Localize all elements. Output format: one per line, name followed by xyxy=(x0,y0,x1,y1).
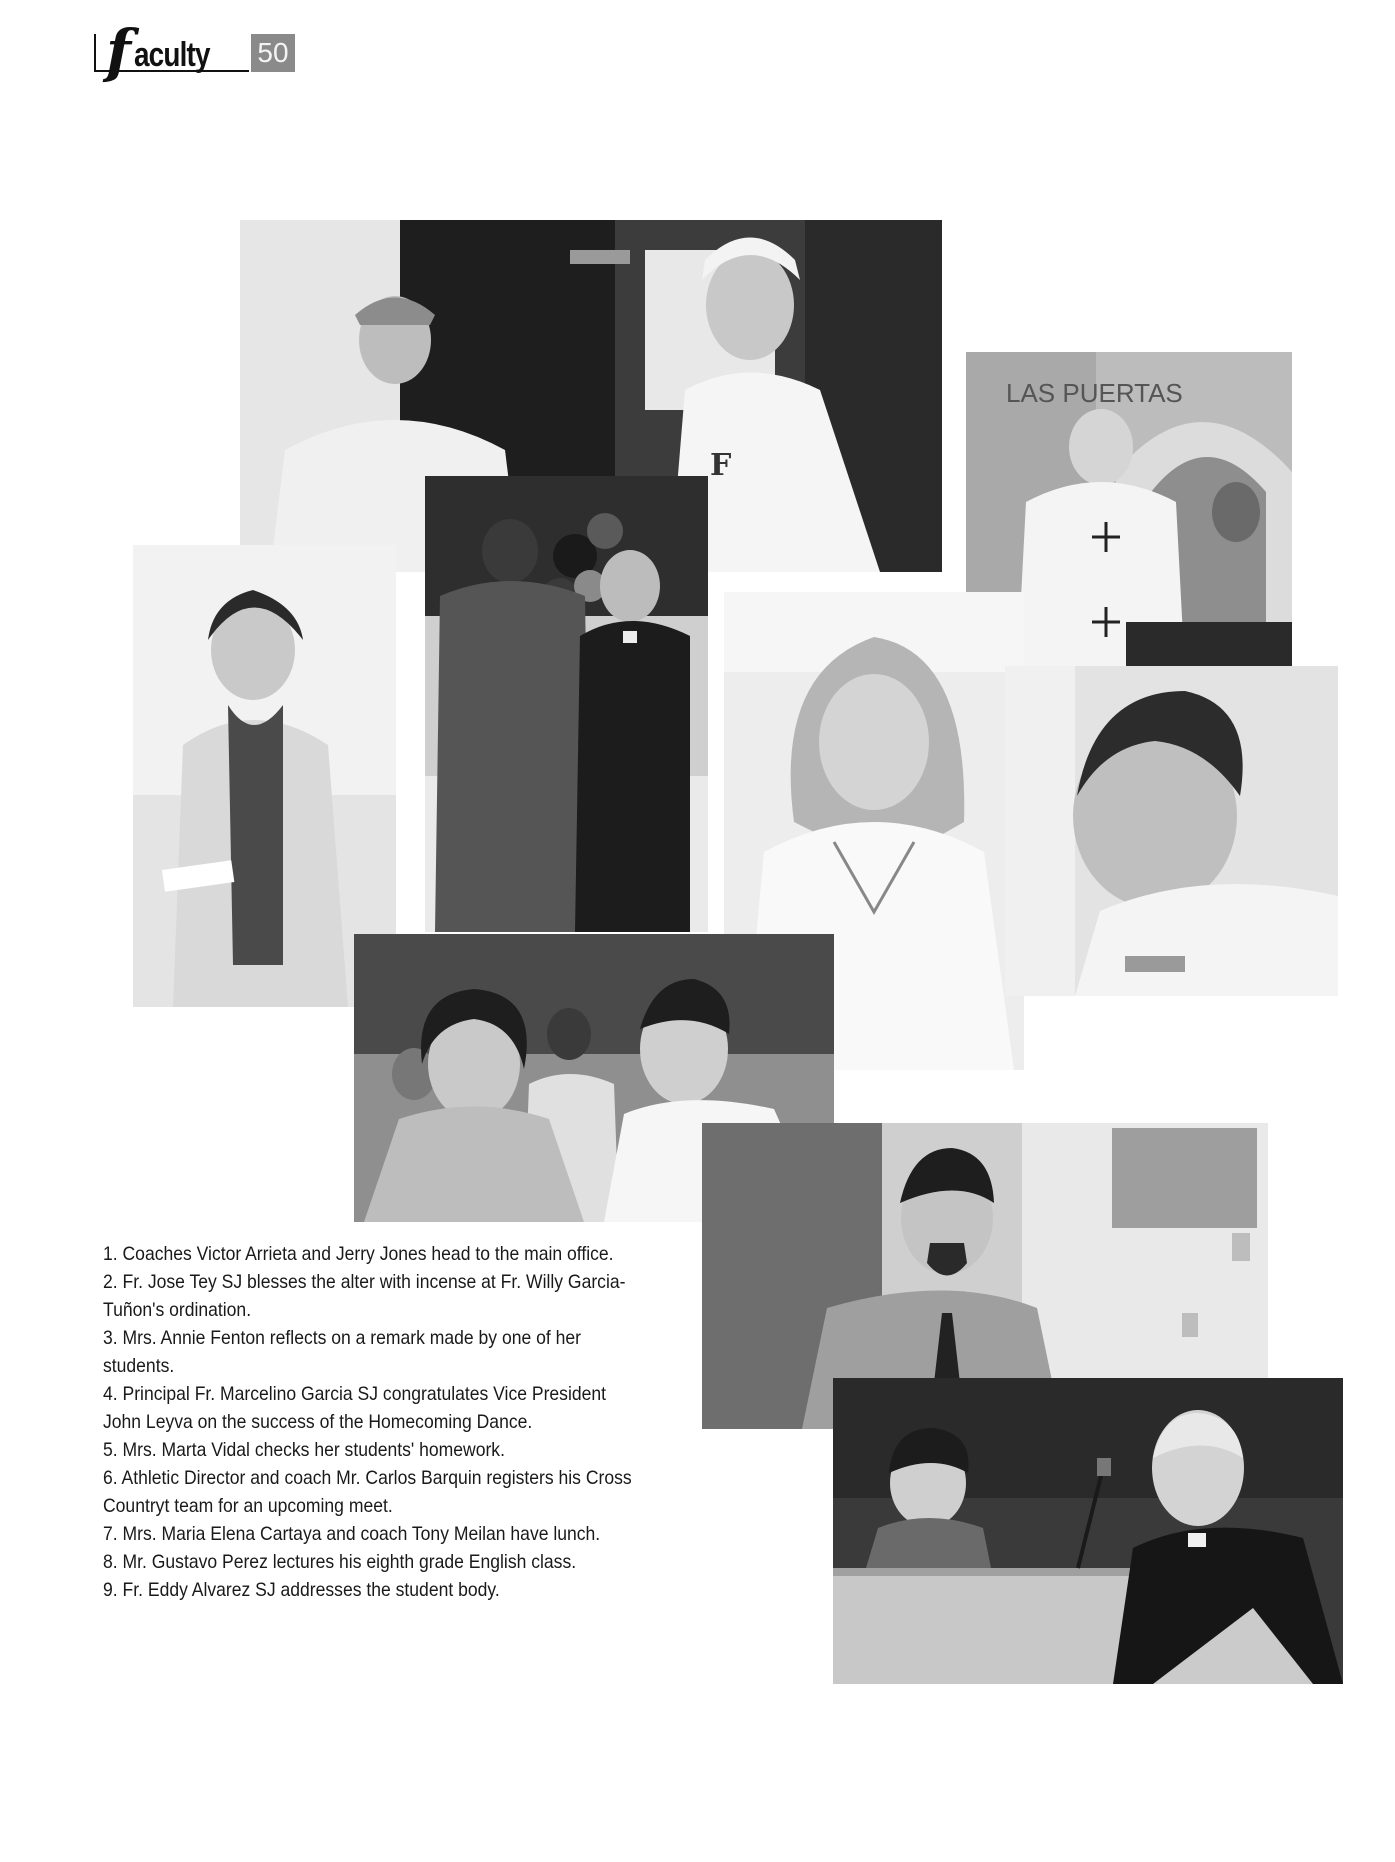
photo-shirt-letter: F xyxy=(710,448,732,483)
page-number: 50 xyxy=(251,34,295,72)
caption-4: 4. Principal Fr. Marcelino Garcia SJ congratulates Vice President John Leyva on the success of the Homecoming Dance. xyxy=(103,1383,607,1433)
caption-8: 8. Mr. Gustavo Perez lectures his eighth grade English class. xyxy=(103,1551,577,1573)
page-header xyxy=(94,17,296,85)
header-title: aculty xyxy=(134,36,210,74)
caption-2: 2. Fr. Jose Tey SJ blesses the alter with incense at Fr. Willy Garcia-Tuñon's ordination. xyxy=(103,1271,626,1321)
caption-7: 7. Mrs. Maria Elena Cartaya and coach Tony Meilan have lunch. xyxy=(103,1523,601,1545)
caption-5: 5. Mrs. Marta Vidal checks her students' homework. xyxy=(103,1439,505,1461)
photo-eddy-alvarez xyxy=(833,1378,1343,1684)
photo-captions xyxy=(103,1240,634,1604)
photo-carlos-barquin xyxy=(1005,666,1338,996)
header-rule-left xyxy=(94,34,96,72)
caption-3: 3. Mrs. Annie Fenton reflects on a remark made by one of her students. xyxy=(103,1327,581,1377)
caption-9: 9. Fr. Eddy Alvarez SJ addresses the student body. xyxy=(103,1579,500,1601)
photo-homecoming-congratulations xyxy=(425,476,708,932)
caption-6: 6. Athletic Director and coach Mr. Carlos Barquin registers his Cross Countryt team for an upcoming meet. xyxy=(103,1467,632,1517)
photo-sign-text: LAS PUERTAS xyxy=(1006,378,1183,408)
caption-1: 1. Coaches Victor Arrieta and Jerry Jones head to the main office. xyxy=(103,1243,614,1265)
header-brand-letter: f xyxy=(106,17,131,85)
